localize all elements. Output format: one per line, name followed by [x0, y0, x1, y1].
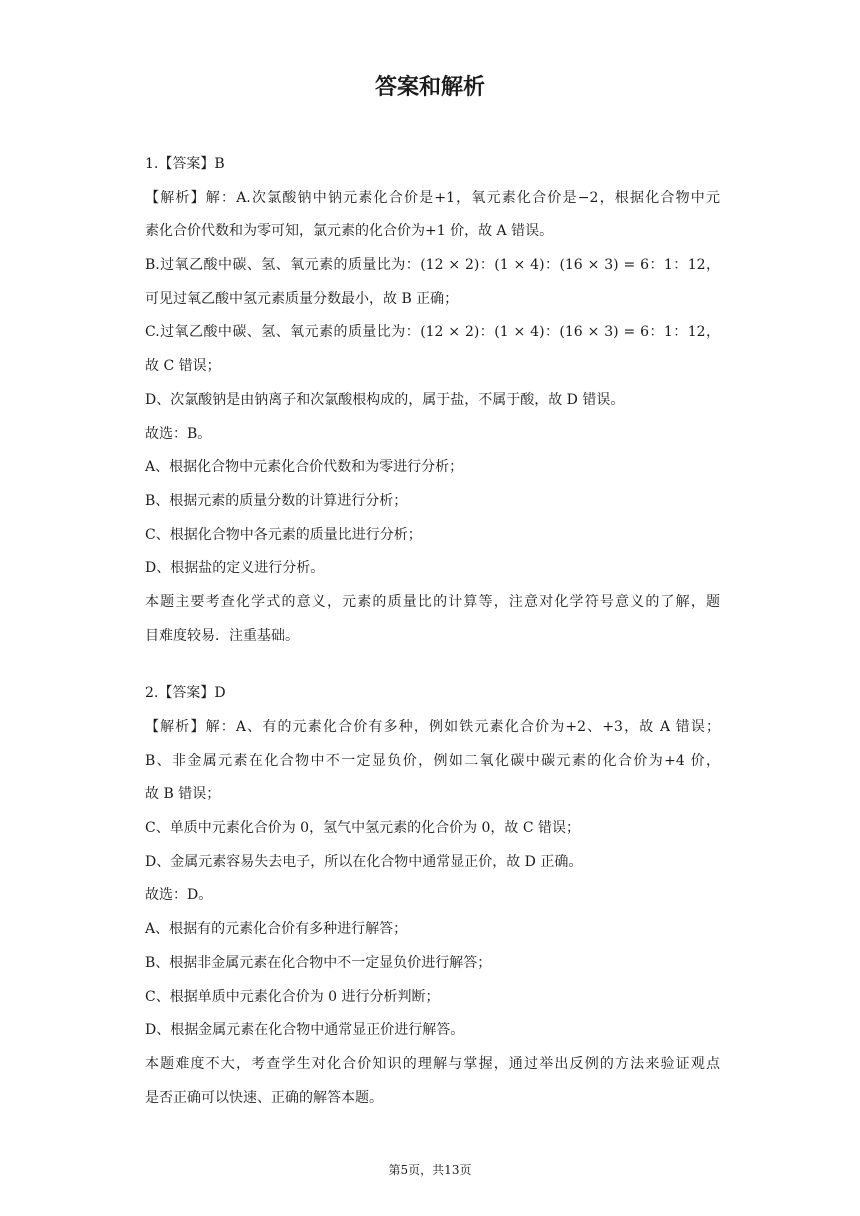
question-2-line: B、非金属元素在化合物中不一定显负价，例如二氧化碳中碳元素的化合价为+4 价， — [145, 752, 720, 769]
question-2-line: C、单质中元素化合价为 0，氢气中氢元素的化合价为 0，故 C 错误； — [145, 820, 581, 837]
question-1-line: 故选：B。 — [145, 425, 212, 442]
question-2-answer: 2.【答案】D — [145, 685, 226, 702]
question-1-line: B、根据元素的质量分数的计算进行分析； — [145, 492, 408, 509]
question-2-line: 故 B 错误； — [145, 786, 221, 803]
question-1-line: 素化合价代数和为零可知，氯元素的化合价为+1 价，故 A 错误。 — [145, 223, 554, 240]
question-1-line: 故 C 错误； — [145, 358, 221, 375]
question-1 — [145, 148, 720, 653]
question-2-line: D、金属元素容易失去电子，所以在化合物中通常显正价，故 D 正确。 — [145, 853, 583, 870]
question-2-line: C、根据单质中元素化合价为 0 进行分析判断； — [145, 988, 440, 1005]
question-1-line: 可见过氧乙酸中氢元素质量分数最小，故 B 正确； — [145, 290, 459, 307]
question-2-line: A、根据有的元素化合价有多种进行解答； — [145, 921, 408, 938]
question-1-line: 本题主要考查化学式的意义，元素的质量比的计算等，注意对化学符号意义的了解，题 — [145, 593, 720, 610]
question-1-line: C、根据化合物中各元素的质量比进行分析； — [145, 526, 422, 543]
question-2-line: 故选：D。 — [145, 887, 213, 904]
question-1-line: 目难度较易．注重基础。 — [145, 627, 299, 644]
question-2-line: 是否正确可以快速、正确的解答本题。 — [145, 1089, 383, 1106]
page-title: 答案和解析 — [374, 75, 485, 100]
question-1-line: B.过氧乙酸中碳、氢、氧元素的质量比为：(12 × 2)：(1 × 4)：(16 × 3) = 6：1：12， — [145, 257, 720, 274]
question-2-line: D、根据金属元素在化合物中通常显正价进行解答。 — [145, 1022, 465, 1039]
question-1-line: D、根据盐的定义进行分析。 — [145, 560, 325, 577]
section-gap — [145, 653, 720, 677]
question-2 — [145, 677, 720, 1115]
question-1-line: 【解析】解：A.次氯酸钠中钠元素化合价是+1，氧元素化合价是−2，根据化合物中元 — [145, 189, 720, 206]
question-1-line: C.过氧乙酸中碳、氢、氧元素的质量比为：(12 × 2)：(1 × 4)：(16 × 3) = 6：1：12， — [145, 324, 720, 341]
page-number-footer: 第5页，共13页 — [388, 1163, 472, 1177]
answer-content — [145, 148, 720, 1115]
question-2-line: B、根据非金属元素在化合物中不一定显负价进行解答； — [145, 954, 492, 971]
question-1-line: D、次氯酸钠是由钠离子和次氯酸根构成的，属于盐，不属于酸，故 D 错误。 — [145, 391, 625, 408]
question-2-line: 【解析】解：A、有的元素化合价有多种，例如铁元素化合价为+2、+3，故 A 错误； — [145, 719, 720, 735]
question-2-line: 本题难度不大，考查学生对化合价知识的理解与掌握，通过举出反例的方法来验证观点 — [145, 1055, 720, 1072]
question-1-answer: 1.【答案】B — [145, 156, 225, 172]
question-1-line: A、根据化合物中元素化合价代数和为零进行分析； — [145, 459, 464, 476]
